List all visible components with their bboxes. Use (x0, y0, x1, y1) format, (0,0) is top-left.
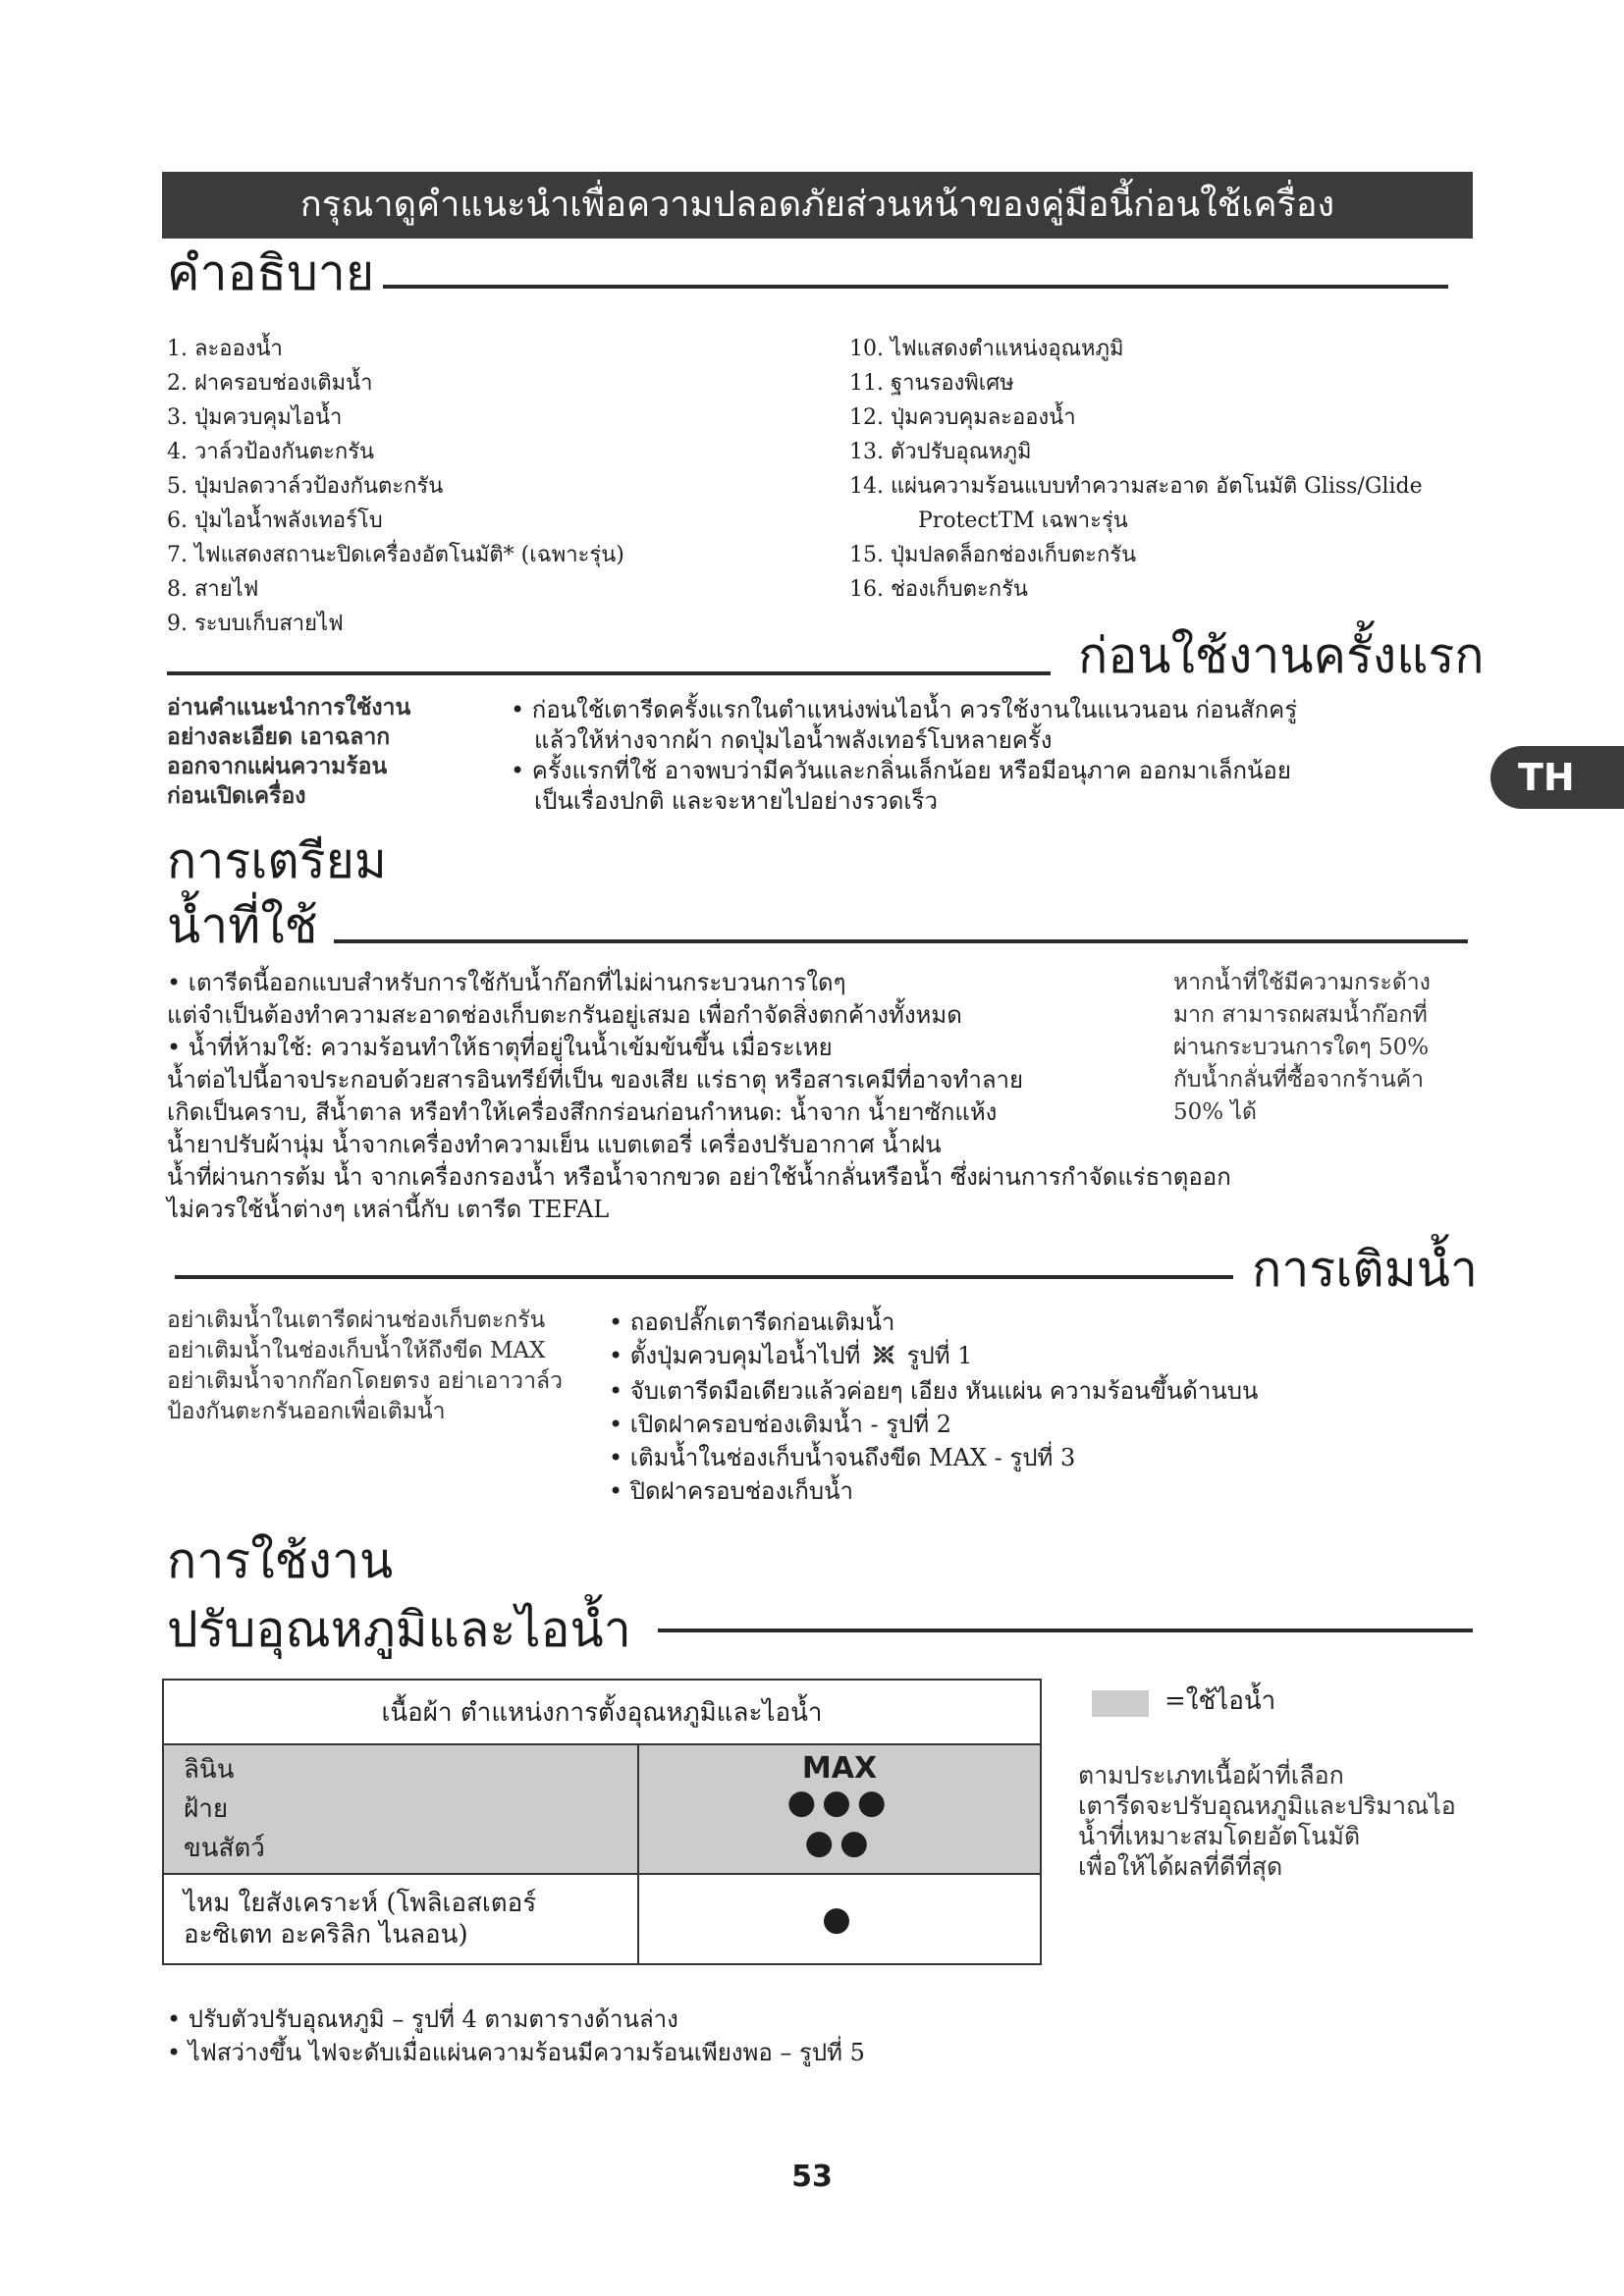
first-use-side-note: อ่านคำแนะนำการใช้งาน อย่างละเอียด เอาฉลาก ออกจากแผ่นความร้อน ก่อนเปิดเครื่อง (167, 694, 411, 809)
list-item: ProtectTM เฉพาะรุ่น (918, 508, 1128, 533)
water-side-note: หากน้ำที่ใช้มีความกระด้าง มาก สามารถผสมน้ำก๊อกที่ ผ่านกระบวนการใดๆ 50% กับน้ำกลั่นที่ซื้อจากร้านค้า 50% ได้ (1173, 970, 1431, 1125)
section-rule (175, 1275, 1233, 1279)
table-header: เนื้อผ้า ตำแหน่งการตั้งอุณหภูมิและไอน้ำ (381, 1697, 823, 1728)
table-row (163, 1744, 1041, 1874)
section-rule (167, 671, 1051, 675)
fabric-label: อะซิเตท อะคริลิก ไนลอน) (184, 1920, 468, 1949)
fabric-label: ขนสัตว์ (184, 1834, 265, 1863)
section-title-use: การใช้งาน (167, 1532, 394, 1589)
list-item: 7. ไฟแสดงสถานะปิดเครื่องอัตโนมัติ* (เฉพาะรุ่น) (167, 543, 624, 567)
list-item: 12. ปุ่มควบคุมละอองน้ำ (849, 405, 1076, 430)
parts-list-right (849, 332, 1423, 607)
list-item: 11. ฐานรองพิเศษ (849, 371, 1014, 396)
list-item: 4. วาล์วป้องกันตะกรัน (167, 440, 375, 464)
list-item: 3. ปุ่มควบคุมไอน้ำ (167, 405, 343, 430)
section-title-filling: การเติมน้ำ (1252, 1241, 1478, 1298)
list-item: 13. ตัวปรับอุณหภูมิ (849, 440, 1032, 464)
safety-banner: กรุณาดูคำแนะนำเพื่อความปลอดภัยส่วนหน้าของคู่มือนี้ก่อนใช้เครื่อง (162, 172, 1473, 239)
section-rule (383, 285, 1448, 289)
list-item: 1. ละอองน้ำ (167, 337, 283, 361)
table-row (163, 1874, 1041, 1964)
temperature-dots-2: ●● (804, 1823, 875, 1862)
list-item: 16. ช่องเก็บตะกรัน (849, 577, 1028, 602)
list-item: 14. แผ่นความร้อนแบบทำความสะอาด อัตโนมัติ Gliss/Glide (849, 474, 1423, 499)
settings-table (162, 1679, 1042, 1965)
section-title-preparation: การเตรียม (167, 832, 387, 889)
list-item: 5. ปุ่มปลดวาล์วป้องกันตะกรัน (167, 474, 444, 499)
list-item: 10. ไฟแสดงตำแหน่งอุณหภูมิ (849, 337, 1124, 361)
fabric-label: ไหม ใยสังเคราะห์ (โพลิเอสเตอร์ (184, 1889, 537, 1918)
list-item: 6. ปุ่มไอน้ำพลังเทอร์โบ (167, 508, 383, 533)
list-item: 2. ฝาครอบช่องเติมน้ำ (167, 371, 373, 396)
fabric-label: ฝ้าย (184, 1794, 229, 1824)
section-title-first-use: ก่อนใช้งานครั้งแรก (1078, 627, 1485, 684)
list-item: 9. ระบบเก็บสายไฟ (167, 612, 344, 636)
steam-off-icon (872, 1341, 895, 1374)
steam-legend-swatch (1092, 1690, 1149, 1717)
temperature-dots-3: ●●● (786, 1783, 893, 1822)
filling-bullets: • ถอดปลั๊กเตารีดก่อนเติมน้ำ • ตั้งปุ่มควบคุมไอน้ำไปที่ รูปที่ 1 • จับเตารีดมือเดียวแล้วค่อยๆ เอียง หันแผ่น ความร้อนขึ้นด้านบน • เปิดฝาครอบช่องเติมน้ำ - รูปที่ 2 • เติมน้ำในช่องเก็บน้ำจนถึงขีด MAX - รูปที่ 3 • ปิดฝาครอบช่องเก็บน้ำ (609, 1308, 1259, 1505)
first-use-bullets: • ก่อนใช้เตารีดครั้งแรกในตำแหน่งพ่นไอน้ำ ควรใช้งานในแนวนอน ก่อนสักครู่ แล้วให้ห่างจากผ้า กดปุ่มไอน้ำพลังเทอร์โบหลายครั้ง • ครั้งแรกที่ใช้ อาจพบว่ามีควันและกลิ่นเล็กน้อย หรือมีอนุภาค ออกมาเล็กน้อย เป็นเรื่องปกติ และจะหายไปอย่างรวดเร็ว (511, 696, 1298, 815)
section-subtitle-temperature: ปรับอุณหภูมิและไอน้ำ (167, 1601, 631, 1658)
language-tab: TH (1490, 746, 1624, 809)
use-bullets: • ปรับตัวปรับอุณหภูมิ – รูปที่ 4 ตามตารางด้านล่าง • ไฟสว่างขึ้น ไฟจะดับเมื่อแผ่นความร้อนมีความร้อนเพียงพอ – รูปที่ 5 (167, 2005, 865, 2066)
max-label: MAX (801, 1751, 878, 1786)
section-title-description: คำอธิบาย (167, 244, 375, 301)
fabric-label: ลินิน (184, 1755, 235, 1785)
steam-legend-label: =ใช้ไอน้ำ (1164, 1686, 1276, 1716)
section-rule (658, 1629, 1473, 1632)
page-number: 53 (791, 2160, 833, 2194)
filling-side-note: อย่าเติมน้ำในเตารีดผ่านช่องเก็บตะกรัน อย่าเติมน้ำในช่องเก็บน้ำให้ถึงขีด MAX อย่าเติมน้ำจากก๊อกโดยตรง อย่าเอาวาล์ว ป้องกันตะกรันออกเพื่อเติมน้ำ (167, 1308, 564, 1424)
list-item: 15. ปุ่มปลดล็อกช่องเก็บตะกรัน (849, 543, 1137, 567)
temperature-dots-1: ● (822, 1899, 857, 1939)
section-subtitle-water: น้ำที่ใช้ (167, 897, 318, 954)
section-rule (334, 939, 1468, 943)
list-item: 8. สายไฟ (167, 577, 259, 602)
parts-list-left (167, 332, 624, 641)
auto-setting-note: ตามประเภทเนื้อผ้าที่เลือก เตารีดจะปรับอุณหภูมิและปริมาณไอ น้ำที่เหมาะสมโดยอัตโนมัติ เพื่อให้ได้ผลที่ดีที่สุด (1078, 1761, 1456, 1881)
water-usage-text: • เตารีดนี้ออกแบบสำหรับการใช้กับน้ำก๊อกที่ไม่ผ่านกระบวนการใดๆ แต่จำเป็นต้องทำความสะอาดช่องเก็บตะกรันอยู่เสมอ เพื่อกำจัดสิ่งตกค้างทั้งหมด • น้ำที่ห้ามใช้: ความร้อนทำให้ธาตุที่อยู่ในน้ำเข้มข้นขึ้น เมื่อระเหย น้ำต่อไปนี้อาจประกอบด้วยสารอินทรีย์ที่เป็น ของเสีย แร่ธาตุ หรือสารเคมีที่อาจทำลาย เกิดเป็นคราบ, สีน้ำตาล หรือทำให้เครื่องสึกกร่อนก่อนกำหนด: น้ำจาก น้ำยาซักแห้ง น้ำยาปรับผ้านุ่ม น้ำจากเครื่องทำความเย็น แบตเตอรี่ เครื่องปรับอากาศ น้ำฝน น้ำที่ผ่านการต้ม น้ำ จากเครื่องกรองน้ำ หรือน้ำจากขวด อย่าใช้น้ำกลั่นหรือน้ำ ซึ่งผ่านการกำจัดแร่ธาตุออก ไม่ควรใช้น้ำต่างๆ เหล่านี้กับ เตารีด TEFAL (167, 969, 1231, 1223)
